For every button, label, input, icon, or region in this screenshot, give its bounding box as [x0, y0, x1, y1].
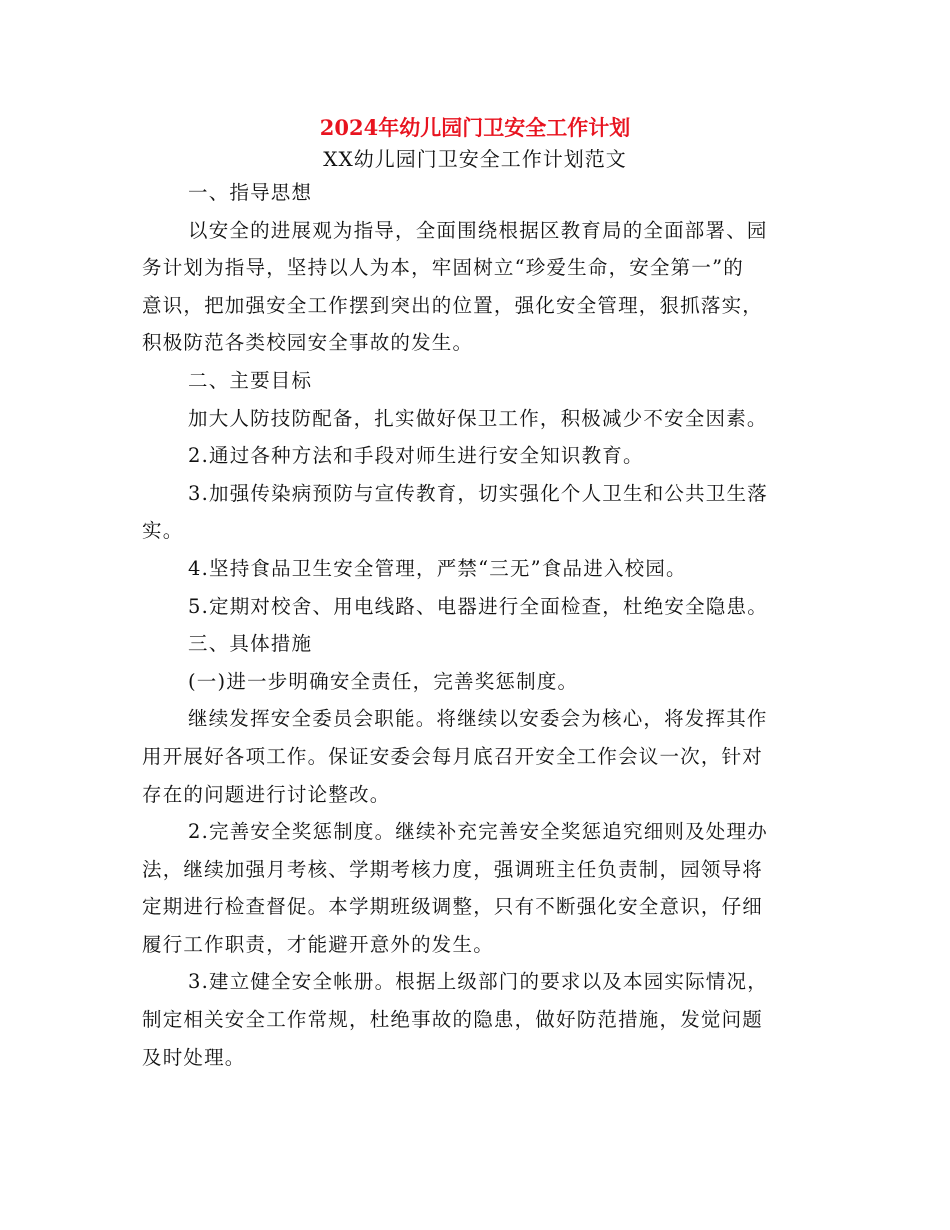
paragraph-line: 加大人防技防配备，扎实做好保卫工作，积极减少不安全因素。 [188, 406, 768, 430]
section-heading-specific-measures: 三、具体措施 [188, 632, 313, 656]
paragraph-line: 用开展好各项工作。保证安委会每月底召开安全工作会议一次，针对 [142, 744, 764, 768]
paragraph-line: 继续发挥安全委员会职能。将继续以安委会为核心，将发挥其作 [188, 707, 768, 731]
paragraph-line: 及时处理。 [142, 1045, 246, 1069]
list-item: 2.通过各种方法和手段对师生进行安全知识教育。 [188, 444, 644, 468]
document-title: 2024年幼儿园门卫安全工作计划 [319, 115, 631, 140]
paragraph-line: 以安全的进展观为指导，全面围绕根据区教育局的全面部署、园 [188, 218, 768, 242]
paragraph-line: 积极防范各类校园安全事故的发生。 [142, 331, 474, 355]
list-item: 3.建立健全安全帐册。根据上级部门的要求以及本园实际情况， [188, 970, 768, 994]
paragraph-line: 定期进行检查督促。本学期班级调整，只有不断强化安全意识，仔细 [142, 895, 764, 919]
list-item: 3.加强传染病预防与宣传教育，切实强化个人卫生和公共卫生落 [188, 481, 768, 505]
paragraph-line: 意识，把加强安全工作摆到突出的位置，强化安全管理，狠抓落实， [142, 293, 764, 317]
list-item: 5.定期对校舍、用电线路、电器进行全面检查，杜绝安全隐患。 [188, 594, 768, 618]
document-subtitle: XX幼儿园门卫安全工作计划范文 [323, 147, 627, 171]
list-item: 2.完善安全奖惩制度。继续补充完善安全奖惩追究细则及处理办 [188, 820, 768, 844]
subsection-heading: (一)进一步明确安全责任，完善奖惩制度。 [188, 669, 579, 693]
paragraph-line: 制定相关安全工作常规，杜绝事故的隐患，做好防范措施，发觉问题 [142, 1008, 764, 1032]
paragraph-line: 务计划为指导，坚持以人为本，牢固树立“珍爱生命，安全第一”的 [142, 256, 744, 280]
paragraph-line: 存在的问题进行讨论整改。 [142, 782, 391, 806]
paragraph-line: 法，继续加强月考核、学期考核力度，强调班主任负责制，园领导将 [142, 857, 764, 881]
document-body [142, 174, 802, 1076]
paragraph-line: 实。 [142, 519, 184, 543]
paragraph-line: 履行工作职责，才能避开意外的发生。 [142, 932, 494, 956]
section-heading-guiding-ideology: 一、指导思想 [188, 181, 313, 204]
list-item: 4.坚持食品卫生安全管理，严禁“三无”食品进入校园。 [188, 556, 687, 580]
section-heading-main-goals: 二、主要目标 [188, 368, 313, 392]
